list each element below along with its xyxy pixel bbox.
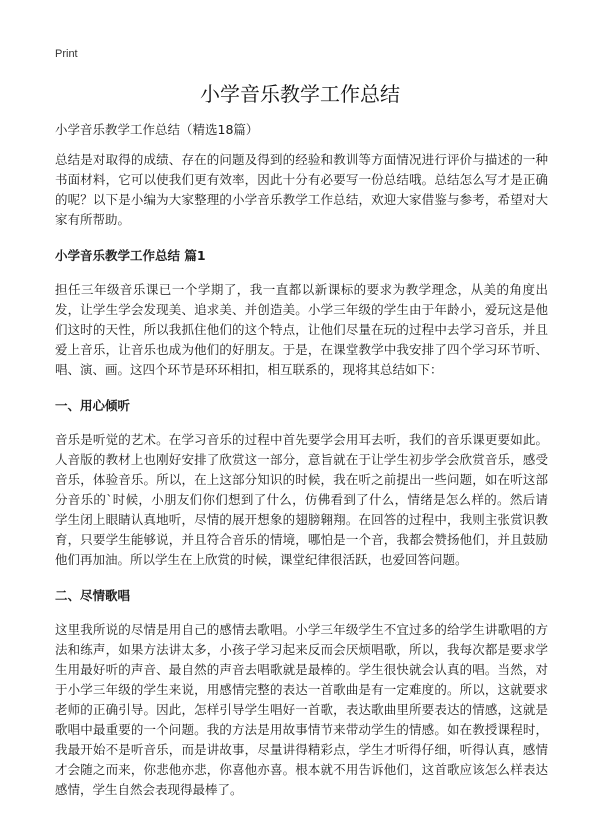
article-heading: 小学音乐教学工作总结 篇1 [55, 248, 206, 263]
section-heading-listen: 一、用心倾听 [55, 398, 131, 413]
section-body-listen: 音乐是听觉的艺术。在学习音乐的过程中首先要学会用耳去听，我们的音乐课更要如此。人音版的教材上也刚好安排了欣赏这一部分，意旨就在于让学生初步学会欣赏音乐，感受音乐，体验音乐。所以，在上这部分知识的时候，我在听之前提出一些问题，如在听这部分音乐的`时候，小朋友们你们想到了什么，仿佛看到了什么，情绪是怎么样的。然后请学生闭上眼睛认真地听，尽情的展开想象的翅膀翱翔。在回答的过程中，我则主张赏识教育，只要学生能够说，并且符合音乐的情境，哪怕是一个音，我都会赞扬他们，并且鼓励他们再加油。所以学生在上欣赏的时候，课堂纪律很活跃，也爱回答问题。 [55, 432, 548, 567]
document-title: 小学音乐教学工作总结 [200, 82, 400, 106]
document-content [55, 120, 548, 800]
document-subtitle: 小学音乐教学工作总结（精选18篇） [55, 122, 259, 137]
section-heading-sing: 二、尽情歌唱 [55, 588, 131, 603]
print-link[interactable]: Print [55, 48, 78, 60]
section-body-sing: 这里我所说的尽情是用自己的感情去歌唱。小学三年级学生不宜过多的给学生讲歌唱的方法和练声，如果方法讲太多，小孩子学习起来反而会厌烦唱歌，所以，我每次都是要求学生用最好听的声音、最自然的声音去唱歌就是最棒的。学生很快就会认真的唱。当然，对于小学三年级的学生来说，用感情完整的表达一首歌曲是有一定难度的。所以，这就要求老师的正确引导。因此，怎样引导学生唱好一首歌，表达歌曲里所要表达的情感，这就是歌唱中最重要的一个问题。我的方法是用故事情节来带动学生的情感。如在教授课程时，我最开始不是听音乐，而是讲故事，尽量讲得精彩点，学生才听得仔细，听得认真，感情才会随之而来，你悲他亦悲，你喜他亦喜。根本就不用告诉他们，这首歌应该怎么样表达感情，学生自然会表现得最棒了。 [55, 622, 548, 797]
intro-paragraph: 总结是对取得的成绩、存在的问题及得到的经验和教训等方面情况进行评价与描述的一种书面材料，它可以使我们更有效率，因此十分有必要写一份总结哦。总结怎么写才是正确的呢？以下是小编为大家整理的小学音乐教学工作总结，欢迎大家借鉴与参考，希望对大家有所帮助。 [55, 152, 548, 227]
article-intro-paragraph: 担任三年级音乐课已一个学期了，我一直都以新课标的要求为教学理念，从美的角度出发，让学生学会发现美、追求美、并创造美。小学三年级的学生由于年龄小，爱玩这是他们这时的天性，所以我抓住他们的这个特点，让他们尽量在玩的过程中去学习音乐，并且爱上音乐，让音乐也成为他们的好朋友。于是，在课堂教学中我安排了四个学习环节听、唱、演、画。这四个环节是环环相扣，相互联系的，现将其总结如下： [55, 282, 548, 377]
